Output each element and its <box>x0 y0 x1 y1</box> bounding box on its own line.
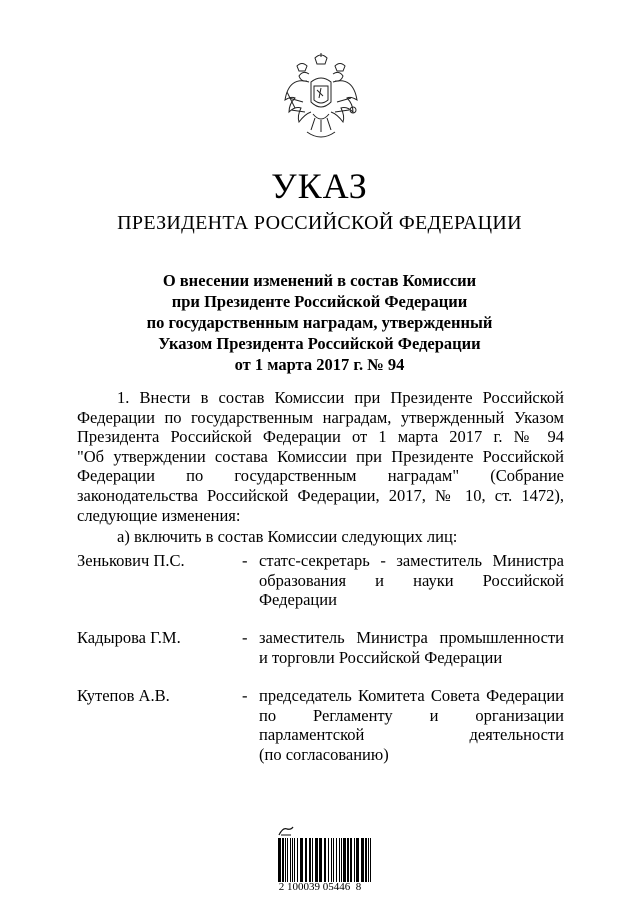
description-line: образования и науки Российской <box>259 570 564 590</box>
subitem-a: а) включить в состав Комиссии следующих лиц: <box>117 527 458 546</box>
barcode-block <box>265 826 375 896</box>
barcode-bar <box>328 838 329 882</box>
barcode-bar <box>350 838 352 882</box>
barcode-bar <box>278 838 281 882</box>
heading-line: О внесении изменений в состав Комиссии <box>162 271 477 290</box>
barcode-bar <box>347 838 349 882</box>
person-dash: - <box>242 628 248 647</box>
barcode-bar <box>297 838 298 882</box>
barcode-bar <box>305 838 307 882</box>
description-line: статс-секретарь - заместитель Министра <box>259 551 564 570</box>
description-line: (по согласованию) <box>259 744 389 764</box>
paragraph-line: законодательства Российской Федерации, 2017, № 10, ст. 1472), <box>77 485 564 505</box>
paragraph-1 <box>77 388 564 525</box>
barcode-bar <box>331 838 332 882</box>
barcode-bar <box>336 838 337 882</box>
paragraph-line: Президента Российской Федерации от 1 марта 2017 г. № 94 <box>77 427 564 447</box>
person-description <box>259 686 564 764</box>
person-name: Кадырова Г.М. <box>77 628 181 647</box>
printer-logo-icon <box>278 826 294 836</box>
person-name: Кутепов А.В. <box>77 686 170 705</box>
barcode-bar <box>315 838 318 882</box>
person-description <box>259 628 564 667</box>
paragraph-line: 1. Внести в состав Комиссии при Президенте Российской <box>117 388 564 407</box>
description-line: Федерации <box>259 590 337 610</box>
barcode-bar <box>319 838 322 882</box>
heading-line: по государственным наградам, утвержденный <box>146 313 493 332</box>
barcode-bar <box>287 838 288 882</box>
barcode-bar <box>341 838 342 882</box>
person-name: Зенькович П.С. <box>77 551 185 570</box>
barcode-bar <box>365 838 367 882</box>
person-description <box>259 551 564 610</box>
paragraph-line: "Об утверждении состава Комиссии при Президенте Российской <box>77 446 564 466</box>
description-line: председатель Комитета Совета Федерации <box>259 686 564 705</box>
barcode-bar <box>300 838 303 882</box>
barcode-bar <box>361 838 364 882</box>
person-dash: - <box>242 551 248 570</box>
barcode-number: 2 100039 05446 8 <box>278 881 362 893</box>
barcode-bar <box>339 838 340 882</box>
document-title: УКАЗ <box>271 166 368 206</box>
barcode-bar <box>343 838 346 882</box>
barcode-bar <box>312 838 313 882</box>
paragraph-line: Федерации по государственным наградам, утвержденный Указом <box>77 407 564 427</box>
description-line: парламентской деятельности <box>259 725 564 745</box>
barcode-bar <box>368 838 369 882</box>
paragraph-line: Федерации по государственным наградам" (Собрание <box>77 466 564 486</box>
barcode-bar <box>356 838 359 882</box>
description-line: заместитель Министра промышленности <box>259 628 564 647</box>
document-subtitle: ПРЕЗИДЕНТА РОССИЙСКОЙ ФЕДЕРАЦИИ <box>117 212 522 234</box>
heading-line: от 1 марта 2017 г. № 94 <box>234 355 405 374</box>
barcode-bar <box>290 838 291 882</box>
heading-line: при Президенте Российской Федерации <box>171 292 468 311</box>
description-line: и торговли Российской Федерации <box>259 647 503 667</box>
barcode-bar <box>309 838 311 882</box>
barcode-bar <box>333 838 334 882</box>
person-dash: - <box>242 686 248 705</box>
document-heading <box>60 270 579 375</box>
barcode-icon <box>277 838 373 882</box>
heading-line: Указом Президента Российской Федерации <box>158 334 481 353</box>
barcode-bar <box>282 838 284 882</box>
barcode-bar <box>294 838 295 882</box>
barcode-bar <box>370 838 371 882</box>
barcode-bar <box>324 838 326 882</box>
paragraph-line: следующие изменения: <box>77 505 241 525</box>
coat-of-arms-icon <box>279 52 363 147</box>
barcode-bar <box>285 838 286 882</box>
barcode-bar <box>354 838 355 882</box>
description-line: по Регламенту и организации <box>259 705 564 725</box>
barcode-bar <box>292 838 293 882</box>
